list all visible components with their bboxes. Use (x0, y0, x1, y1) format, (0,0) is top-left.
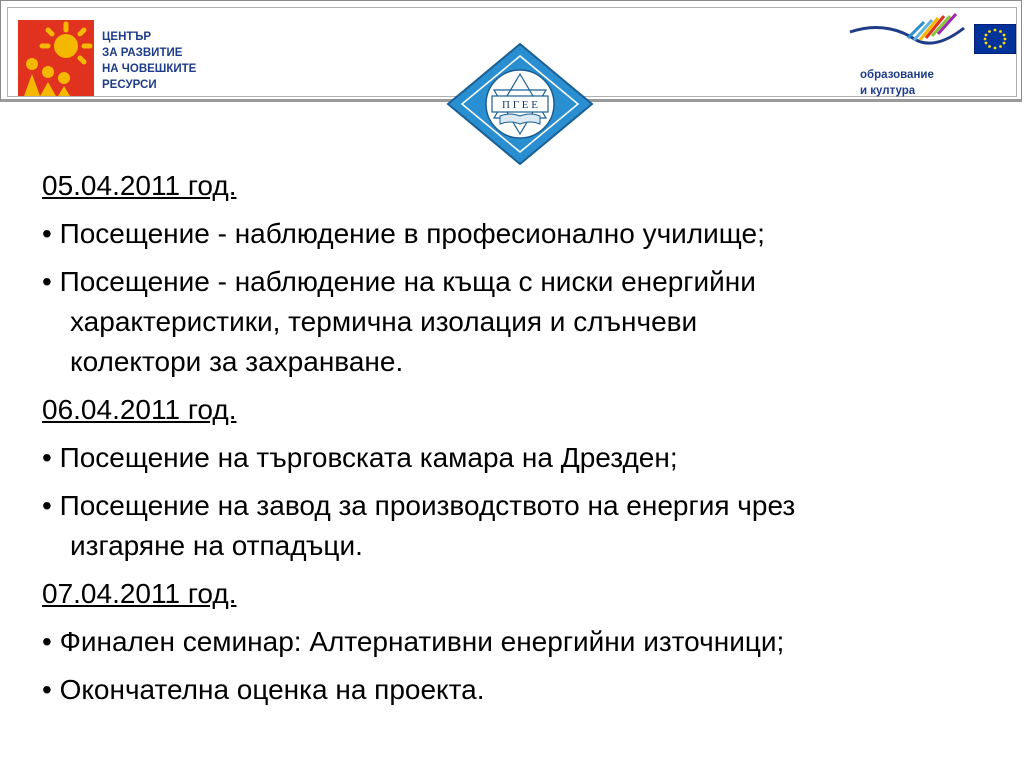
agenda-item (42, 486, 1002, 566)
agenda-date-1: 05.04.2011 год. (42, 170, 237, 201)
eu-caption-line: образование (860, 69, 934, 81)
school-emblem (444, 42, 596, 166)
agenda-item-line: • Посещение на завод за производството на енергия чрез (42, 490, 796, 521)
org-name-line: РЕСУРСИ (102, 79, 157, 91)
eu-program-swoosh-logo (846, 10, 966, 58)
eu-program-caption (860, 67, 934, 99)
agenda-date-2: 06.04.2011 год. (42, 394, 237, 425)
agenda-item-line: колектори за захранване. (70, 346, 404, 377)
agenda-item: • Посещение на търговската камара на Дрезден; (42, 442, 678, 473)
agenda-item: • Финален семинар: Алтернативни енергийни източници; (42, 626, 785, 657)
agenda-item-line: • Посещение - наблюдение на къща с ниски енергийни (42, 266, 756, 297)
agenda-item-line: характеристики, термична изолация и слънчеви (70, 306, 698, 337)
org-name-line: ЦЕНТЪР (102, 31, 152, 43)
agenda-content (42, 166, 1002, 718)
org-name-line: ЗА РАЗВИТИЕ (102, 47, 183, 59)
agenda-date-3: 07.04.2011 год. (42, 578, 237, 609)
eu-caption-line: и култура (860, 85, 916, 97)
agenda-item: • Окончателна оценка на проекта. (42, 674, 485, 705)
org-name-line: НА ЧОВЕШКИТЕ (102, 63, 197, 75)
organization-name (102, 29, 196, 93)
emblem-text: П Г Е Е (502, 99, 538, 111)
eu-flag-icon (974, 24, 1016, 54)
human-resources-sun-logo (18, 20, 94, 96)
agenda-item: • Посещение - наблюдение в професионално училище; (42, 218, 765, 249)
agenda-item (42, 262, 1002, 382)
agenda-item-line: изгаряне на отпадъци. (70, 530, 363, 561)
